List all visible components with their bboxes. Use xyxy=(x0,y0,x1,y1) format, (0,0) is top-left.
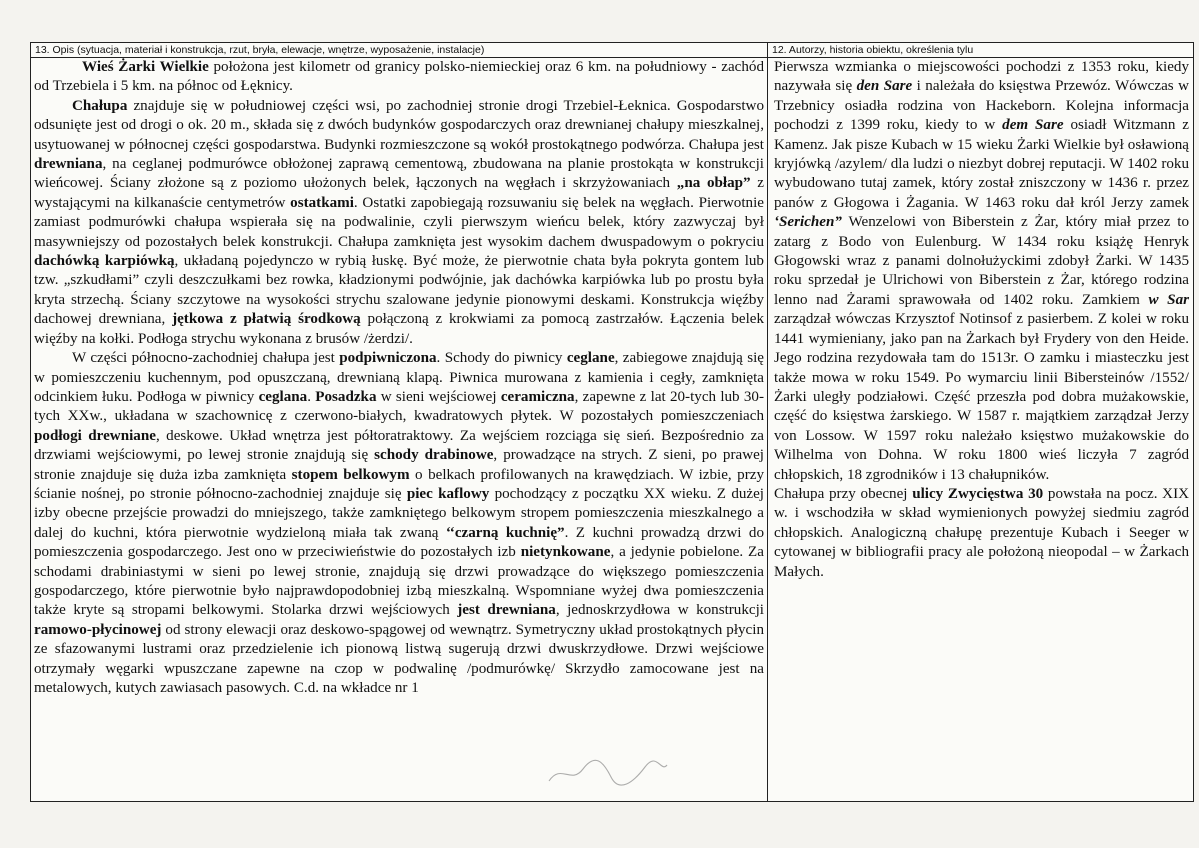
text-run: , układaną pojedynczo w rybią łuskę. Być może, że pierwotnie chata była pokryta gontem lub tzw. „szkudłami” czyli deszczułkami bez rowka, kładzionymi podwójnie, jak dachówka karpiówka lub po prostu była kryta strzechą. Ściany szczytowe na wysokości strychu szalowane jedynie pionowymi deskami. Konstrukcja więźby dachowej drewniana, xyxy=(34,253,764,328)
text-run: . xyxy=(307,388,316,405)
text-run: . Schody do piwnicy xyxy=(436,350,567,367)
bold-italic-phrase: w Sar xyxy=(1148,291,1189,308)
text-run: znajduje się w południowej części wsi, po zachodniej stronie drogi Trzebiel-Łeknica. Gospodarstwo odsunięte jest od drogi o ok. 20 m., składa się z dwóch budynków gospodarczych oraz drewnianej chałupy mieszkalnej, usytuowanej w północnej części gospodarstwa. Budynki rozmieszczone są wokół prostokątnego podwórza. Chałupa jest xyxy=(34,97,764,153)
paragraph-structure xyxy=(34,97,764,349)
description-sheet xyxy=(30,42,1194,802)
bold-phrase: ceglane xyxy=(566,350,615,367)
signature-scribble xyxy=(541,755,671,789)
text-run: , a jedynie pobielone. Za schodami drabiniastymi w sieni po lewej stronie, znajdują się drzwi prowadzące do większego pomieszczenia gospodarczego, które pierwotnie było najprawdopodobniej izbą mieszkalną. Wspomniane wyżej dwa pomieszczenia także kryte są stropami belkowymi. Stolarka drzwi wejściowych xyxy=(34,544,764,619)
bold-phrase: piec kaflowy xyxy=(406,485,490,502)
text-run: w sieni wejściowej xyxy=(376,388,501,405)
bold-phrase: ostatkami xyxy=(290,194,354,211)
text-run: . Ostatki zapobiegają rozsuwaniu się belek na węgłach. Pierwotnie zamiast podmurówki chałupa wspierała się na podwalinie, czyli pierwszym wieńcu belek, który zazwyczaj był masywniejszy od pozostałych belek konstrukcji. Chałupa zamknięta jest wysokim dachem dwuspadowym o pokryciu xyxy=(34,194,764,250)
bold-phrase: drewniana xyxy=(34,156,103,173)
text-run: o belkach profilowanych na krawędziach. W izbie, przy ścianie nośnej, po stronie północno-zachodniej znajduje się xyxy=(34,466,765,502)
text-run: , jednoskrzydłowa w konstrukcji xyxy=(555,602,764,619)
description-text xyxy=(31,58,767,698)
bold-phrase: ramowo-płycinowej xyxy=(34,621,162,638)
bold-phrase: nietynkowane xyxy=(520,544,611,561)
text-run: od strony elewacji oraz deskowo-spągowej od wewnątrz. Symetryczny układ prostokątnych płycin ze sfazowanymi lustrami oraz przedzielenie ich pionową listwą sugerują drzwi dwuskrzydłowe. Drzwi wejściowe otrzymały węgarki wpuszczane zapewne na czop w podwalinę /podmurówkę/ Skrzydło zamocowane jest na metalowych, kutych zawiasach pasowych. C.d. na wkładce nr 1 xyxy=(34,621,764,696)
bold-phrase: Posadzka xyxy=(315,388,377,405)
text-run: powstała na pocz. XIX w. i wschodziła w skład wymienionych powyżej siedmiu zagród chłopskich. Analogiczną chałupę prezentuje Kubach i Seeger w cytowanej w bibliografii pracy ale położoną nieopodal – w Żarkach Małych. xyxy=(774,485,1190,580)
text-run: i należała do księstwa Przewóz. Wówczas w Trzebnicy osiadła rodzina von Hackeborn. Kolejna informacja pochodzi z 1399 roku, kiedy to w xyxy=(774,78,1189,134)
description-column xyxy=(31,43,768,801)
text-run: Pierwsza wzmianka o miejscowości pochodzi z 1353 roku, kiedy nazywała się xyxy=(774,59,1189,95)
bold-phrase: jest drewniana xyxy=(457,602,556,619)
description-header: 13. Opis (sytuacja, materiał i konstrukcja, rzut, bryła, elewacje, wnętrze, wyposażenie, instalacje) xyxy=(31,43,767,58)
bold-phrase: jętkowa z płatwią środkową xyxy=(172,311,361,328)
text-run: , prowadzące na strych. Z sieni, po prawej stronie znajduje się duża izba zamknięta xyxy=(34,447,764,483)
text-run: połączoną z krokwiami za pomocą zastrzałów. Łączenia belek więźby na kołki. Podłoga strychu wykonana z brusów /żerdzi/. xyxy=(34,311,765,347)
text-run: , na ceglanej podmurówce obłożonej zaprawą cementową, zbudowana na planie prostokąta w konstrukcji wieńcowej. Ściany złożone są z poziomo ułożonych belek, łączonych na węgłach i skrzyżowaniach xyxy=(34,156,764,192)
text-run: Chałupa przy obecnej xyxy=(774,485,913,502)
text-run: pochodzący z początku XX wieku. Z dużej izby obecne przejście prowadzi do mniejszego, także zamkniętego belkowym stropem pomieszczenia mieszkalnego a dalej do kuchni, która pierwotnie wydzieloną miała tak zwaną xyxy=(34,485,765,541)
bold-phrase: ceglana xyxy=(258,388,308,405)
paragraph-history xyxy=(774,58,1189,485)
bold-italic-phrase: dem Sare xyxy=(1002,117,1064,134)
text-run: . Z kuchni prowadzą drzwi do pomieszczenia gospodarczego. Jest ono w przeciwieństwie do pozostałych izb xyxy=(34,524,764,561)
paragraph-cottage-history xyxy=(774,485,1189,582)
text-run: , zabiegowe znajdują się w pomieszczeniu kuchennym, pod opuszczaną, drewnianą klapą. Piwnica murowana z kamienia i cegły, zamknięta odcinkiem łuku. Podłoga w piwnicy xyxy=(34,350,764,405)
bold-phrase: ‘‘czarną kuchnię” xyxy=(445,524,565,541)
text-run: , deskowe. Układ wnętrza jest półtoratraktowy. Za wejściem rozciąga się sień. Bezpośrednio za drzwiami wejściowymi, po lewej stronie znajdują się xyxy=(34,427,764,464)
bold-phrase: stopem belkowym xyxy=(291,466,410,483)
paragraph-interior xyxy=(34,349,764,698)
bold-phrase: schody drabinowe xyxy=(374,447,494,464)
text-run: , zapewne z lat 20-tych lub 30-tych XXw., układana w szachownicę z czerwono-białych, kwadratowych płytek. W pozostałych pomieszczeniach xyxy=(34,388,764,425)
bold-phrase: ulicy Zwycięstwa 30 xyxy=(912,485,1044,502)
history-header: 12. Autorzy, historia obiektu, określenia tylu xyxy=(768,43,1193,58)
history-text xyxy=(768,58,1193,582)
bold-phrase: ceramiczna xyxy=(500,388,575,405)
bold-phrase: podpiwniczona xyxy=(339,350,437,367)
text-run: W części północno-zachodniej chałupa jest xyxy=(72,350,340,367)
paragraph-location xyxy=(34,58,764,97)
history-column xyxy=(768,43,1193,801)
text-run: zarządzał wówczas Krzysztof Notinsof z pasierbem. Z kolei w roku 1441 wymieniany, jako pan na Żarkach był Frydery von den Heide. Jego rodzina rezydowała tam do 1513r. O zamku i miasteczku jest także mowa w roku 1549. Po wymarciu linii Bibersteinów /1552/ Żarki uległy podziałowi. Część przeszła pod dobra mużakowskie, część do księstwa żarskiego. W 1587 r. majątkiem zarządzał Jerzy von Lossow. W 1597 roku należało księstwo mużakowskie do Wilhelma von Dohna. W roku 1800 wieś liczyła 7 zagród chłopskich, 18 zgrodników i 13 chałupników. xyxy=(774,311,1189,483)
bold-phrase: Chałupa xyxy=(72,97,128,114)
text-run: Wenzelowi von Biberstein z Żar, który miał przez to zatarg z Bodo von Eulenburg. W 1434 roku książę Henryk Głogowski wraz z panami dolnołużyckimi zdobył Żarki. W 1435 roku sprzedał je Ulrichowi von Biberstein z Żar, którego rodzina lenno nad Żarami sprawowała od 1402 roku. Zamkiem xyxy=(774,214,1189,308)
bold-phrase: „na obłap” xyxy=(676,175,751,192)
bold-italic-phrase: ‘Serichen” xyxy=(774,214,842,231)
bold-italic-phrase: den Sare xyxy=(856,78,913,95)
text-run: położona jest kilometr od granicy polsko-niemieckiej oraz 6 km. na południowy - zachód od Trzebiela i 5 km. na północ od Łęknicy. xyxy=(34,59,764,95)
text-run: osiadł Witzmann z Kamenz. Jak pisze Kubach w 15 wieku Żarki Wielkie był osławioną kryjówką /azylem/ dla ludzi o niezbyt dobrej reputacji. W 1402 roku wybudowano tutaj zamek, który został zniszczony w 1436 r. przez panów z Głogowa i Żagania. W 1463 roku dał król Jerzy zamek xyxy=(774,117,1189,211)
bold-phrase: Wieś Żarki Wielkie xyxy=(82,59,209,75)
bold-phrase: dachówką karpiówką xyxy=(34,253,175,270)
bold-phrase: podłogi drewniane xyxy=(34,427,156,444)
text-run: z wystającymi na kilkanaście centymetrów xyxy=(34,175,764,211)
